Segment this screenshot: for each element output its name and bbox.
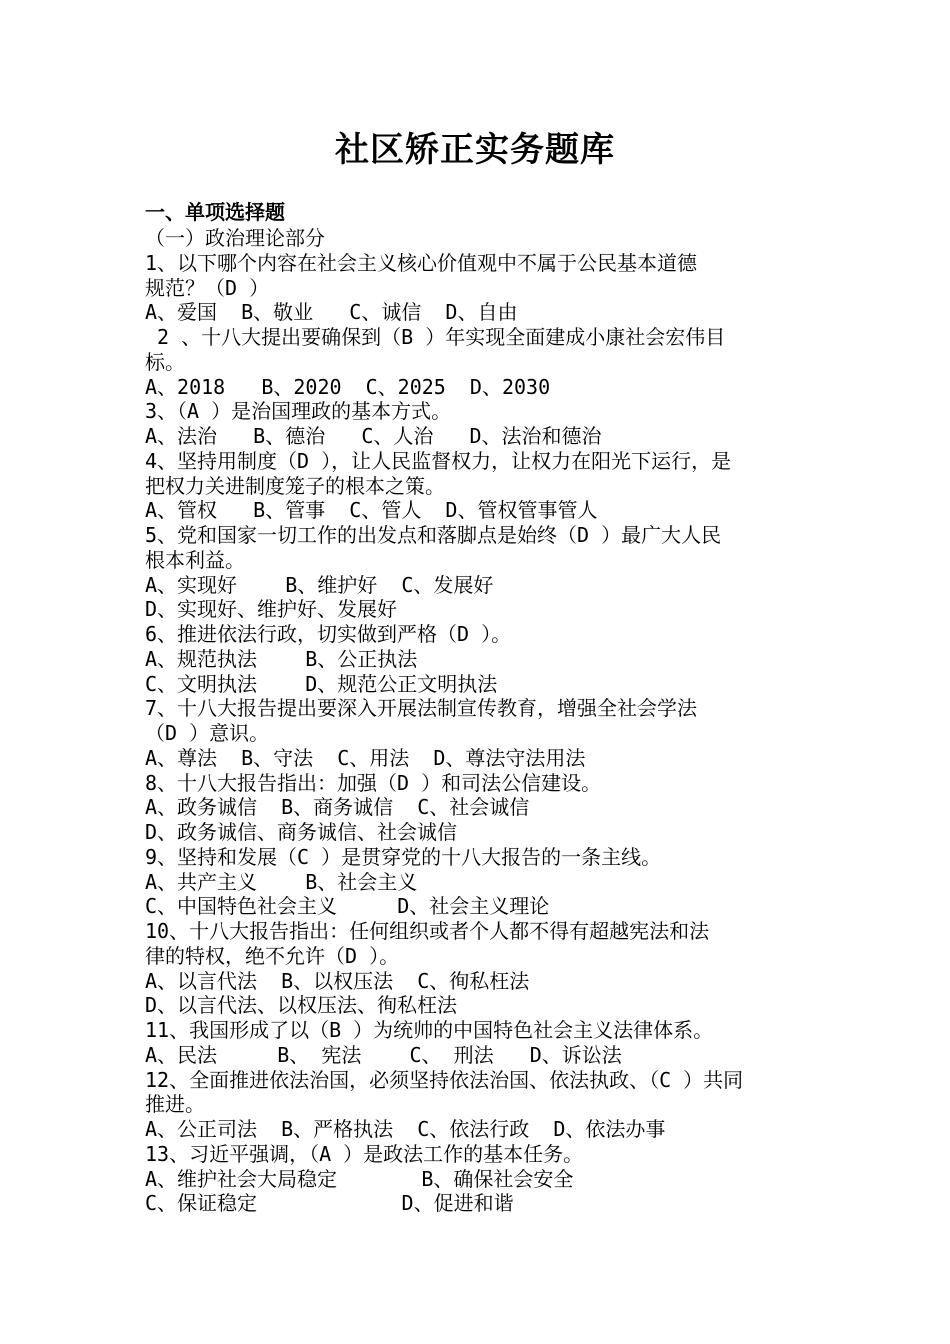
question-line: C、保证稳定 D、促进和谐 (145, 1191, 514, 1216)
question-line: 根本利益。 (145, 547, 245, 572)
question-line: A、公正司法 B、严格执法 C、依法行政 D、依法办事 (145, 1117, 666, 1141)
question-list (145, 226, 810, 1216)
question-line: 把权力关进制度笼子的根本之策。 (145, 473, 445, 498)
question-line: A、维护社会大局稳定 B、确保社会安全 (145, 1166, 574, 1191)
question-line: A、政务诚信 B、商务诚信 C、社会诚信 (145, 795, 530, 820)
question-line: 13、习近平强调，（A ）是政法工作的基本任务。 (145, 1141, 584, 1166)
question-line: 规范？（D ） (145, 275, 270, 300)
question-line: A、爱国 B、敬业 C、诚信 D、自由 (145, 300, 518, 325)
question-line: A、尊法 B、守法 C、用法 D、尊法守法用法 (145, 745, 586, 770)
question-line: 8、十八大报告指出：加强（D ）和司法公信建设。 (145, 770, 602, 795)
question-line: A、法治 B、德治 C、人治 D、法治和德治 (145, 424, 602, 448)
question-line: 1、以下哪个内容在社会主义核心价值观中不属于公民基本道德 (145, 250, 698, 275)
question-line: 律的特权，绝不允许（D ）。 (145, 943, 400, 968)
question-line: 10、十八大报告指出：任何组织或者个人都不得有超越宪法和法 (145, 919, 710, 943)
question-line: A、规范执法 B、公正执法 (145, 646, 418, 671)
question-line: 11、我国形成了以（B ）为统帅的中国特色社会主义法律体系。 (145, 1018, 714, 1042)
question-line: 9、坚持和发展（C ）是贯穿党的十八大报告的一条主线。 (145, 844, 662, 869)
question-line: C、文明执法 D、规范公正文明执法 (145, 671, 498, 696)
question-line: 12、全面推进依法治国，必须坚持依法治国、依法执政、（C ）共同 (145, 1067, 744, 1092)
question-line: D、以言代法、以权压法、徇私枉法 (145, 993, 458, 1018)
question-line: 7、十八大报告提出要深入开展法制宣传教育，增强全社会学法 (145, 696, 698, 721)
question-line: 3、（A ）是治国理政的基本方式。 (145, 399, 452, 424)
question-line: A、共产主义 B、社会主义 (145, 869, 418, 894)
question-line: 推进。 (145, 1092, 205, 1117)
question-line: A、实现好 B、维护好 C、发展好 (145, 572, 494, 597)
question-line: A、管权 B、管事 C、管人 D、管权管事管人 (145, 498, 598, 523)
question-line: A、以言代法 B、以权压法 C、徇私枉法 (145, 968, 530, 993)
question-line: C、中国特色社会主义 D、社会主义理论 (145, 894, 550, 919)
question-line: 4、坚持用制度（D ），让人民监督权力，让权力在阳光下运行，是 (145, 448, 732, 473)
question-line: 标。 (145, 349, 185, 374)
question-line: A、2018 B、2020 C、2025 D、2030 (145, 374, 551, 399)
document-title: 社区矫正实务题库 (335, 130, 615, 170)
question-line: 5、党和国家一切工作的出发点和落脚点是始终（D ）最广大人民 (145, 523, 722, 547)
question-line: 6、推进依法行政，切实做到严格（D ）。 (145, 622, 512, 646)
subsection-heading: （一）政治理论部分 (145, 226, 325, 250)
question-line: D、政务诚信、商务诚信、社会诚信 (145, 820, 458, 844)
question-line: D、实现好、维护好、发展好 (145, 597, 398, 622)
question-line: 2 、十八大提出要确保到（B ）年实现全面建成小康社会宏伟目 (145, 325, 726, 349)
section-heading: 一、单项选择题 (145, 200, 285, 224)
question-line: （D ）意识。 (145, 721, 270, 745)
question-line: A、民法 B、 宪法 C、 刑法 D、诉讼法 (145, 1042, 622, 1067)
